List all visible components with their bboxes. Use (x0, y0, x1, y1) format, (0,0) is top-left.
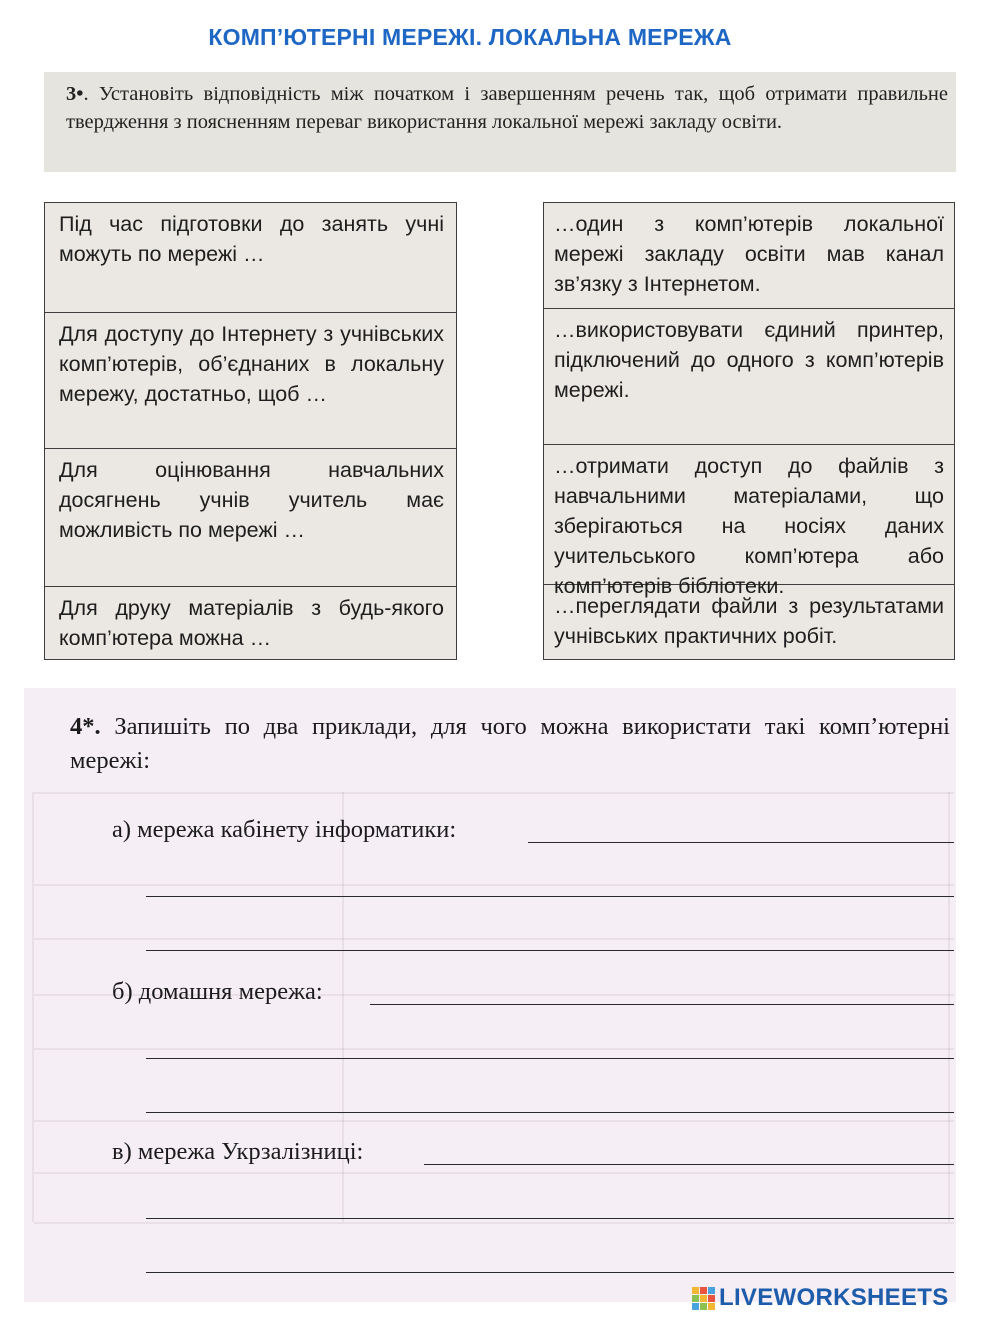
item-b-label: б) домашня мережа: (112, 978, 323, 1005)
logo-cell (692, 1287, 699, 1294)
left-match-column (44, 202, 457, 660)
logo-cell (700, 1303, 707, 1310)
bleed-line (34, 792, 954, 794)
liveworksheets-logo (692, 1284, 949, 1312)
right-cell-2[interactable]: …використовувати єдиний принтер, підключений до одного з комп’ютерів мережі. (544, 309, 954, 445)
left-cell-1[interactable]: Під час підготовки до занять учні можуть по мережі … (45, 203, 456, 313)
answer-line-c3[interactable] (146, 1272, 954, 1273)
answer-line-b2[interactable] (146, 1058, 954, 1059)
answer-line-a3[interactable] (146, 950, 954, 951)
answer-line-b1[interactable] (370, 1004, 954, 1005)
right-cell-4[interactable]: …переглядати файли з результатами учнівських практичних робіт. (554, 594, 944, 648)
bleed-line (34, 938, 954, 940)
logo-text: LIVEWORKSHEETS (719, 1284, 949, 1311)
answer-line-a1[interactable] (528, 842, 954, 843)
task3-text: . Установіть відповідність між початком і завершенням речень так, щоб отримати правильне твердження з поясненням переваг використання локальної мережі закладу освіти. (66, 83, 948, 133)
logo-cell (708, 1295, 715, 1302)
answer-line-a2[interactable] (146, 896, 954, 897)
item-a-label: а) мережа кабінету інформатики: (112, 816, 457, 843)
logo-cell (700, 1287, 707, 1294)
logo-cell (692, 1303, 699, 1310)
left-cell-2[interactable]: Для доступу до Інтернету з учнівських комп’ютерів, об’єднаних в локальну мережу, достатньо, щоб … (45, 313, 456, 449)
page-title: КОМП’ЮТЕРНІ МЕРЕЖІ. ЛОКАЛЬНА МЕРЕЖА (208, 24, 732, 50)
task4-text: Запишіть по два приклади, для чого можна використати такі комп’ютерні мережі: (70, 713, 950, 774)
bleed-line (34, 1172, 954, 1174)
task4-instructions (24, 710, 956, 778)
left-cell-3[interactable]: Для оцінювання навчальних досягнень учнів учитель має можливість по мережі … (45, 449, 456, 587)
task3-instructions (44, 72, 956, 172)
task4-block (24, 688, 956, 1302)
right-cell-3[interactable]: …отримати доступ до файлів з навчальними матеріалами, що зберігаються на носіях даних учительського комп’ютера або комп’ютерів бібліотеки. (544, 445, 954, 585)
logo-cell (708, 1303, 715, 1310)
task3-number: 3 (66, 83, 77, 105)
logo-grid-icon (692, 1287, 715, 1310)
logo-cell (692, 1295, 699, 1302)
logo-cell (708, 1287, 715, 1294)
answer-line-c1[interactable] (424, 1164, 954, 1165)
logo-cell (700, 1295, 707, 1302)
item-c-label: в) мережа Укрзалізниці: (112, 1138, 364, 1165)
bleed-line (948, 792, 950, 1222)
left-cell-4[interactable]: Для друку матеріалів з будь-якого комп’ютера можна … (59, 596, 444, 650)
bleed-line (32, 792, 34, 1222)
bleed-line (34, 884, 954, 886)
task3-marker: • (76, 83, 84, 105)
bleed-line (34, 1222, 954, 1224)
right-match-column (543, 202, 955, 660)
right-cell-1[interactable]: …один з комп’ютерів локальної мережі закладу освіти мав канал зв’язку з Інтернетом. (544, 203, 954, 309)
task4-number: 4*. (70, 713, 101, 740)
bleed-line (34, 1120, 954, 1122)
answer-line-b3[interactable] (146, 1112, 954, 1113)
bleed-line (34, 1048, 954, 1050)
answer-line-c2[interactable] (146, 1218, 954, 1219)
